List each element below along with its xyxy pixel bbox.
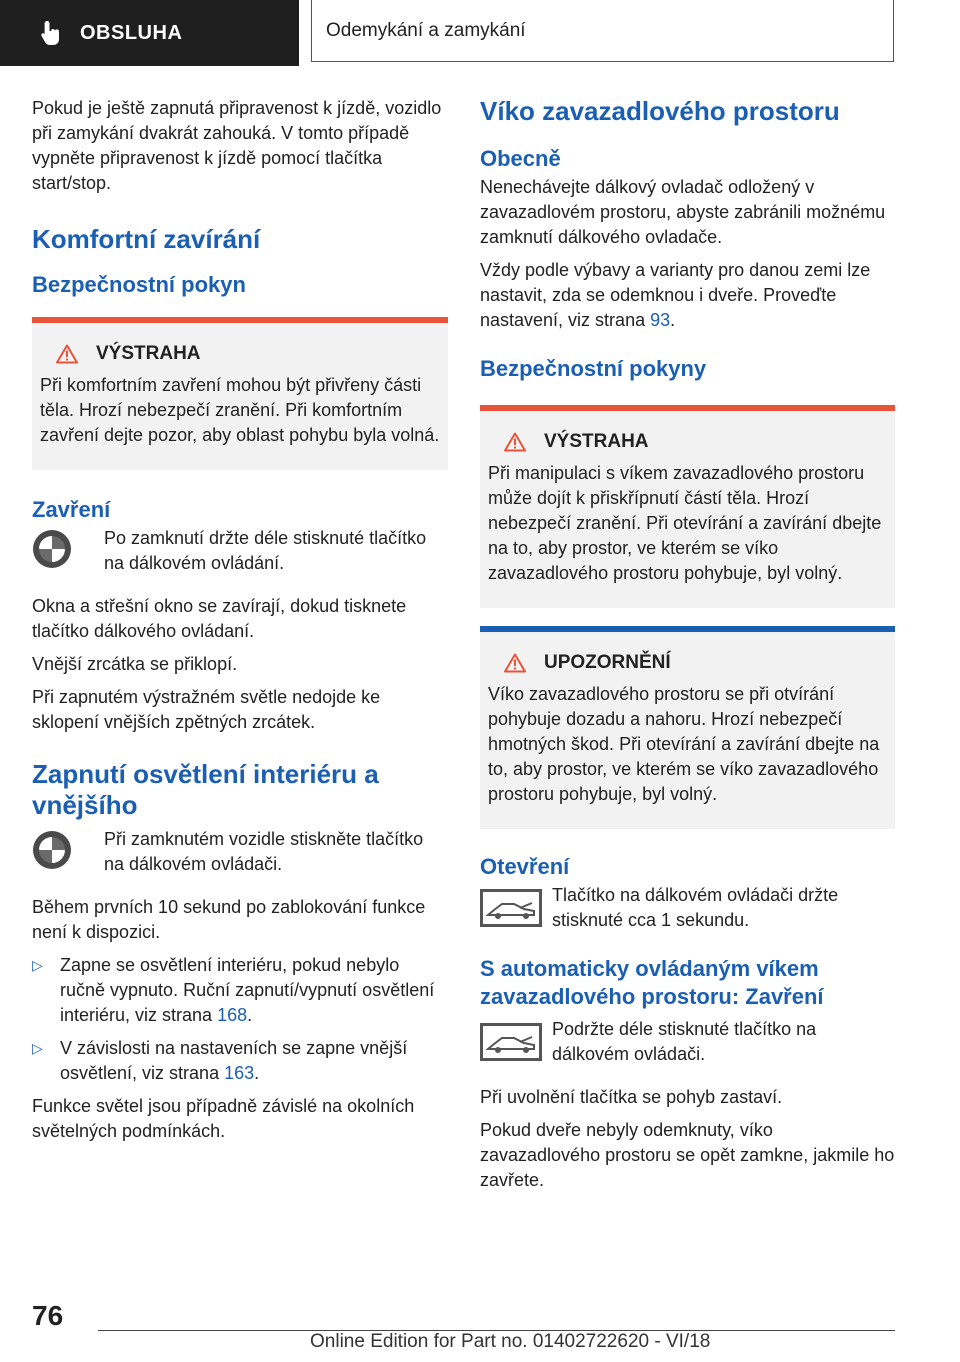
heading-automatic-closing: S automaticky ovládaným víkem zavazadlového prostoru: Zavření — [480, 956, 824, 1009]
warning-header — [504, 431, 889, 453]
list-item-text: Zapne se osvětlení interiéru, pokud nebylo ručně vypnuto. Ruční zapnutí/vypnutí osvětlení interiéru, viz strana 168. — [60, 955, 435, 1025]
paragraph-light-conditions: Funkce světel jsou případně závislé na okolních světelných podmínkách. — [32, 1096, 415, 1141]
notice-box-trunk — [480, 626, 895, 829]
paragraph-doors: Pokud dveře nebyly odemknuty, víko zavazadlového prostoru se opět zamkne, jakmile ho zavřete. — [480, 1120, 895, 1190]
warning-triangle-icon — [56, 344, 78, 364]
list-item — [32, 953, 448, 1028]
heading-general: Obecně — [480, 146, 561, 171]
warning-label: VÝSTRAHA — [544, 431, 649, 452]
notice-label: UPOZORNĚNÍ — [544, 652, 671, 673]
page-link-163[interactable]: 163 — [224, 1063, 255, 1083]
paragraph-mirrors: Vnější zrcátka se přiklopí. — [32, 654, 238, 674]
warning-box-comfort — [32, 317, 448, 470]
right-column — [480, 96, 895, 1201]
page-number: 76 — [32, 1300, 64, 1331]
instruction-open — [480, 883, 895, 933]
trunk-button-icon — [480, 883, 552, 932]
heading-safety-note: Bezpečnostní pokyn — [32, 272, 246, 297]
warning-text: Při komfortním zavření mohou být přivřeny části těla. Hrozí nebezpečí zranění. Při komfortním zavření dejte pozor, aby oblast pohybu byla volná. — [40, 375, 440, 445]
paragraph-general-1: Nenechávejte dálkový ovladač odložený v zavazadlovém prostoru, abyste zabránili možnému zamknutí dálkového ovladače. — [480, 177, 886, 247]
paragraph-hazard: Při zapnutém výstražném světle nedojde ke sklopení vnějších zpětných zrcátek. — [32, 687, 381, 732]
instruction-text: Tlačítko na dálkovém ovládači držte stisknuté cca 1 sekundu. — [552, 885, 839, 930]
instruction-auto-close — [480, 1017, 895, 1067]
warning-header — [56, 343, 442, 365]
page-header — [0, 0, 960, 66]
section-tab — [0, 0, 299, 66]
page-link-168[interactable]: 168 — [217, 1005, 248, 1025]
warning-triangle-icon — [504, 653, 526, 673]
instruction-close — [32, 526, 448, 576]
bmw-key-icon — [32, 526, 104, 574]
trunk-button-icon — [480, 1017, 552, 1066]
instruction-text: Po zamknutí držte déle stisknuté tlačítko na dálkovém ovládání. — [104, 528, 427, 573]
heading-opening: Otevření — [480, 854, 570, 879]
hand-pointer-icon — [36, 18, 66, 48]
triangle-bullet-icon: ▷ — [32, 957, 43, 973]
chapter-title: Odemykání a zamykání — [311, 0, 894, 62]
bmw-key-icon — [32, 827, 104, 875]
heading-trunk-lid: Víko zavazadlového prostoru — [480, 96, 840, 126]
paragraph-general-2: Vždy podle výbavy a varianty pro danou zemi lze nastavit, zda se odemknou i dveře. Proveďte nastavení, viz strana 93. — [480, 260, 871, 330]
page-footer — [0, 1300, 960, 1362]
instruction-text: Podržte déle stisknuté tlačítko na dálkovém ovládači. — [552, 1019, 817, 1064]
notice-text: Víko zavazadlového prostoru se při otvírání pohybuje dozadu a nahoru. Hrozí nebezpečí hmotných škod. Při otevírání a zavírání dbejte na to, aby prostor, ve kterém se víko zavazadlového prostoru pohybuje, byl volný. — [488, 684, 880, 804]
warning-text: Při manipulaci s víkem zavazadlového prostoru může dojít k přiskřípnutí částí těla. Hrozí nebezpečí zranění. Při otevírání a zavírání dbejte na to, aby prostor, ve kterém se víko zavazadlového prostoru pohybuje, byl volný. — [488, 463, 882, 583]
list-item — [32, 1036, 448, 1086]
heading-safety-notes: Bezpečnostní pokyny — [480, 356, 707, 381]
warning-box-trunk — [480, 405, 895, 608]
warning-triangle-icon — [504, 432, 526, 452]
paragraph-first-10-seconds: Během prvních 10 sekund po zablokování funkce není k dispozici. — [32, 897, 426, 942]
warning-label: VÝSTRAHA — [96, 343, 201, 364]
heading-lighting: Zapnutí osvětlení interiéru a vnějšího — [32, 759, 379, 820]
page-link-93[interactable]: 93 — [650, 310, 671, 330]
edition-note: Online Edition for Part no. 01402722620 - VI/18 — [310, 1331, 711, 1352]
paragraph-windows: Okna a střešní okno se zavírají, dokud tisknete tlačítko dálkového ovládaní. — [32, 596, 407, 641]
heading-closing: Zavření — [32, 497, 111, 522]
triangle-bullet-icon: ▷ — [32, 1040, 43, 1056]
paragraph-horn: Pokud je ještě zapnutá připravenost k jízdě, vozidlo při zamykání dvakrát zahouká. V tomto případě vypněte připravenost k jízdě pomocí tlačítka start/stop. — [32, 98, 442, 193]
list-item-text-body: V závislosti na nastaveních se zapne vnější osvětlení, viz strana — [60, 1038, 408, 1083]
paragraph-release: Při uvolnění tlačítka se pohyb zastaví. — [480, 1087, 783, 1107]
instruction-text: Při zamknutém vozidle stiskněte tlačítko na dálkovém ovládači. — [104, 829, 424, 874]
instruction-lighting — [32, 827, 448, 877]
section-label: OBSLUHA — [80, 21, 183, 44]
paragraph-general-2-body: Vždy podle výbavy a varianty pro danou zemi lze nastavit, zda se odemknou i dveře. Proveďte nastavení, viz strana — [480, 260, 871, 330]
list-item-text: V závislosti na nastaveních se zapne vnější osvětlení, viz strana 163. — [60, 1038, 408, 1083]
list-item-text-body: Zapne se osvětlení interiéru, pokud nebylo ručně vypnuto. Ruční zapnutí/vypnutí osvětlení interiéru, viz strana — [60, 955, 435, 1025]
left-column — [32, 96, 448, 1152]
notice-header — [504, 652, 889, 674]
heading-comfort-closing: Komfortní zavírání — [32, 224, 261, 254]
